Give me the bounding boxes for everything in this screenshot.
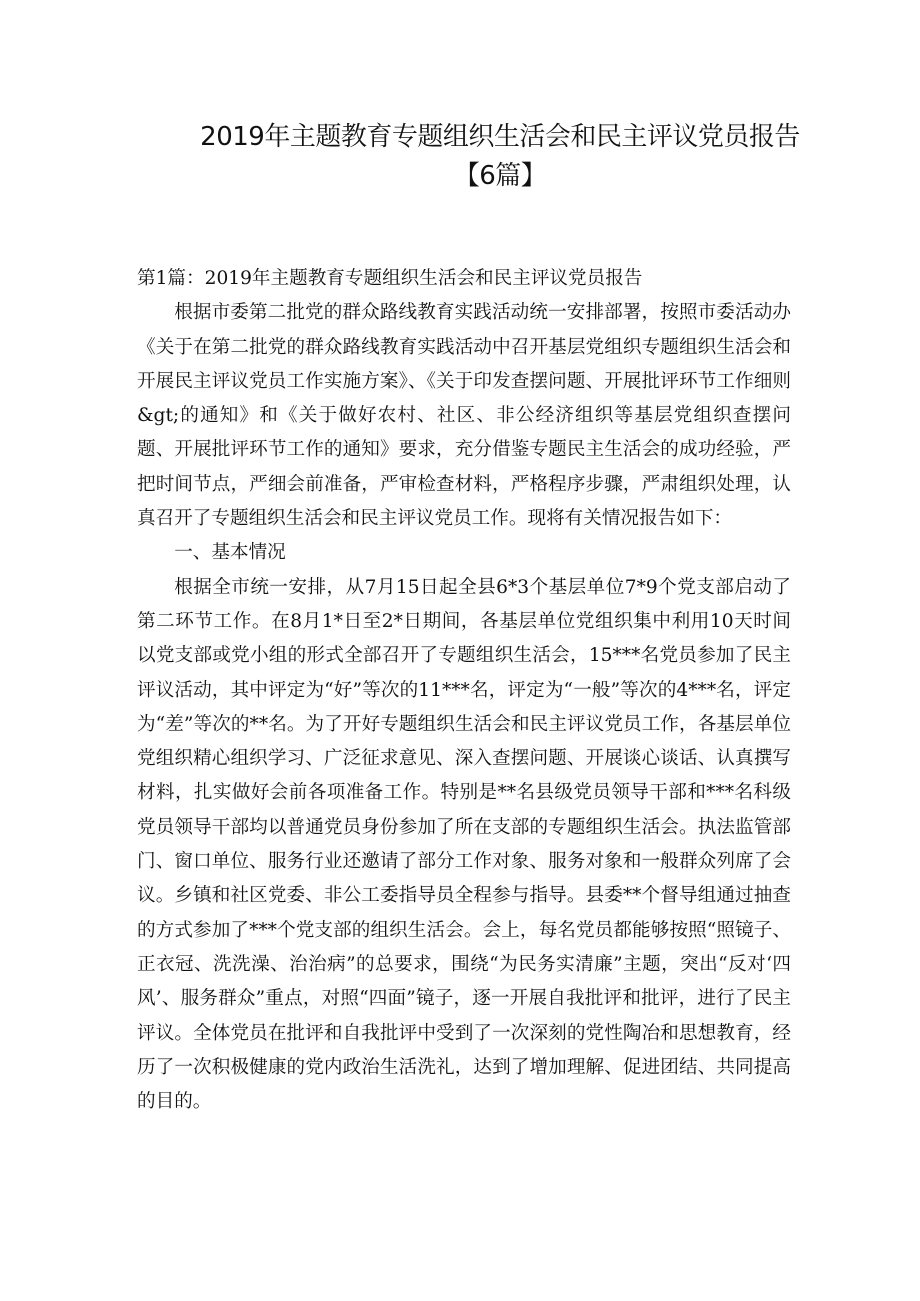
section-heading: 第1篇：2019年主题教育专题组织生活会和民主评议党员报告 — [137, 268, 643, 289]
subsection-heading: 一、基本情况 — [174, 542, 286, 564]
document-body — [137, 262, 791, 1119]
paragraph-basic-situation: 根据全市统一安排，从7月15日起全县6*3个基层单位7*9个党支部启动了第二环节工作。在8月1*日至2*日期间，各基层单位党组织集中利用10天时间以党支部或党小组的形式全部召开了专题组织生活会，15***名党员参加了民主评议活动，其中评定为“好”等次的11***名，评定为“一般”等次的4***名，评定为“差”等次的**名。为了开好专题组织生活会和民主评议党员工作，各基层单位党组织精心组织学习、广泛征求意见、深入查摆问题、开展谈心谈话、认真撰写材料，扎实做好会前各项准备工作。特别是**名县级党员领导干部和***名科级党员领导干部均以普通党员身份参加了所在支部的专题组织生活会。执法监管部门、窗口单位、服务行业还邀请了部分工作对象、服务对象和一般群众列席了会议。乡镇和社区党委、非公工委指导员全程参与指导。县委**个督导组通过抽查的方式参加了***个党支部的组织生活会。会上，每名党员都能够按照“照镜子、正衣冠、洗洗澡、治治病”的总要求，围绕“为民务实清廉”主题，突出“反对‘四风’、服务群众”重点，对照“四面”镜子，逐一开展自我批评和批评，进行了民主评议。全体党员在批评和自我批评中受到了一次深刻的党性陶冶和思想教育，经历了一次积极健康的党内政治生活洗礼，达到了增加理解、促进团结、共同提高的目的。 — [137, 576, 791, 1113]
document-title: 2019年主题教育专题组织生活会和民主评议党员报告 — [200, 122, 800, 152]
paragraph-intro: 根据市委第二批党的群众路线教育实践活动统一安排部署，按照市委活动办《关于在第二批党的群众路线教育实践活动中召开基层党组织专题组织生活会和开展民主评议党员工作实施方案》、《关于印发查摆问题、开展批评环节工作细则&gt;的通知》和《关于做好农村、社区、非公经济组织等基层党组织查摆问题、开展批评环节工作的通知》要求，充分借鉴专题民主生活会的成功经验，严把时间节点，严细会前准备，严审检查材料，严格程序步骤，严肃组织处理，认真召开了专题组织生活会和民主评议党员工作。现将有关情况报告如下： — [137, 302, 791, 530]
document-title-suffix: 【6篇】 — [453, 161, 547, 191]
